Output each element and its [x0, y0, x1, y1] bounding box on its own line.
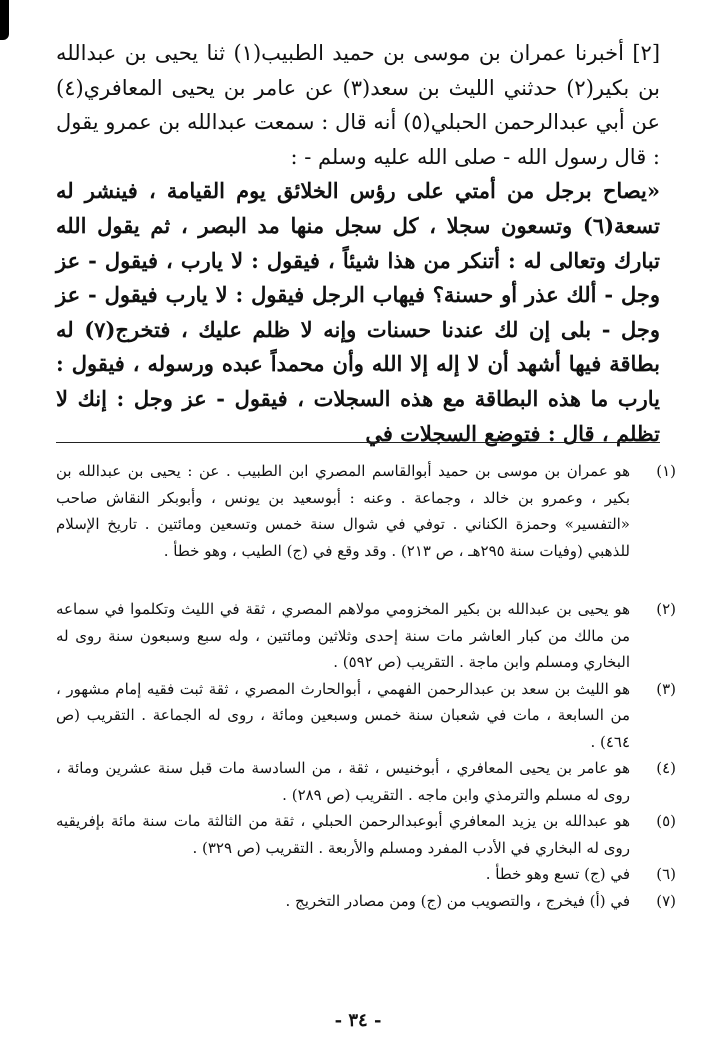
footnotes-block	[56, 458, 676, 914]
footnote-5	[56, 808, 676, 861]
scan-ink-mark	[0, 0, 9, 40]
footnote-number: (١)	[656, 462, 676, 480]
footnote-number: (٣)	[656, 679, 676, 698]
footnote-number: (٧)	[656, 891, 676, 910]
footnote-text: هو عامر بن يحيى المعافري ، أبوخنيس ، ثقة ، من السادسة مات قبل سنة عشرين ومائة ، روى له مسلم والترمذي وابن ماجه . التقريب (ص ٢٨٩) .	[56, 759, 630, 804]
footnote-text: هو عمران بن موسى بن حميد أبوالقاسم المصري ابن الطبيب . عن : يحيى بن عبدالله بن بكير ، وعمرو بن خالد ، وجماعة . وعنه : أبوسعيد بن يونس ، وأبوبكر النقاش صاحب «التفسير» وحمزة الكناني . توفي في شوال سنة خمس وتسعين ومائتين . تاريخ الإسلام للذهبي (وفيات سنة ٢٩٥هـ ، ص ٢١٣) . وقد وقع في (ج) الطيب ، وهو خطأ .	[56, 462, 630, 560]
footnote-text: هو يحيى بن عبدالله بن بكير المخزومي مولاهم المصري ، ثقة في الليث وتكلموا في سماعه من مالك من كبار العاشر مات سنة إحدى وثلاثين ومائتين ، وله سبع وسبعون سنة روى له البخاري ومسلم وابن ماجة . التقريب (ص ٥٩٢) .	[56, 600, 630, 671]
footnote-1	[56, 458, 676, 564]
footnote-text: هو عبدالله بن يزيد المعافري أبوعبدالرحمن الحبلي ، ثقة من الثالثة مات سنة مائة بإفريقيه روى له البخاري في الأدب المفرد ومسلم والأربعة . التقريب (ص ٣٢٩) .	[56, 812, 630, 857]
main-text-block	[56, 36, 660, 451]
footnote-text: في (أ) فيخرج ، والتصويب من (ج) ومن مصادر التخريج .	[285, 891, 630, 910]
footnote-number: (٥)	[656, 812, 676, 830]
footnote-number: (٦)	[656, 865, 676, 883]
footnote-3	[56, 676, 676, 756]
footnote-text: هو الليث بن سعد بن عبدالرحمن الفهمي ، أبوالحارث المصري ، ثقة ثبت فقيه إمام مشهور ، من السابعة ، مات في شعبان سنة خمس وسبعين ومائة ، روى له الجماعة . التقريب (ص ٤٦٤) .	[56, 679, 630, 751]
page-number: - ٣٤ -	[334, 1010, 382, 1031]
footnote-number: (٢)	[656, 600, 676, 618]
footnote-6	[56, 861, 676, 888]
hadith-matn: «يصاح برجل من أمتي على رؤس الخلائق يوم القيامة ، فينشر له تسعة(٦) وتسعون سجلا ، كل سجل منها مد البصر ، ثم يقول الله تبارك وتعالى له : أتنكر من هذا شيئاً ، فيقول : لا يارب ، فيقول - عز وجل - ألك عذر أو حسنة؟ فيهاب الرجل فيقول : لا يارب فيقول - عز وجل - بلى إن لك عندنا حسنات وإنه لا ظلم عليك ، فتخرج(٧) له بطاقة فيها أشهد أن لا إله إلا الله وأن محمداً عبده ورسوله ، فيقول : يارب ما هذه البطاقة مع هذه السجلات ، فيقول - عز وجل : إنك لا تظلم ، قال : فتوضع السجلات في	[56, 178, 661, 446]
footnote-number: (٤)	[656, 759, 676, 777]
footnote-separator	[56, 442, 660, 443]
footnote-4	[56, 755, 676, 808]
footnote-7	[56, 888, 676, 915]
hadith-isnad: [٢] أخبرنا عمران بن موسى بن حميد الطبيب(١) ثنا يحيى بن عبدالله بن بكير(٢) حدثني الليث بن سعد(٣) عن عامر بن يحيى المعافري(٤) عن أبي عبدالرحمن الحبلي(٥) أنه قال : سمعت عبدالله بن عمرو يقول : قال رسول الله - صلى الله عليه وسلم - :	[56, 41, 661, 169]
footnote-text: في (ج) تسع وهو خطأ .	[485, 865, 630, 883]
footnote-2	[56, 596, 676, 676]
